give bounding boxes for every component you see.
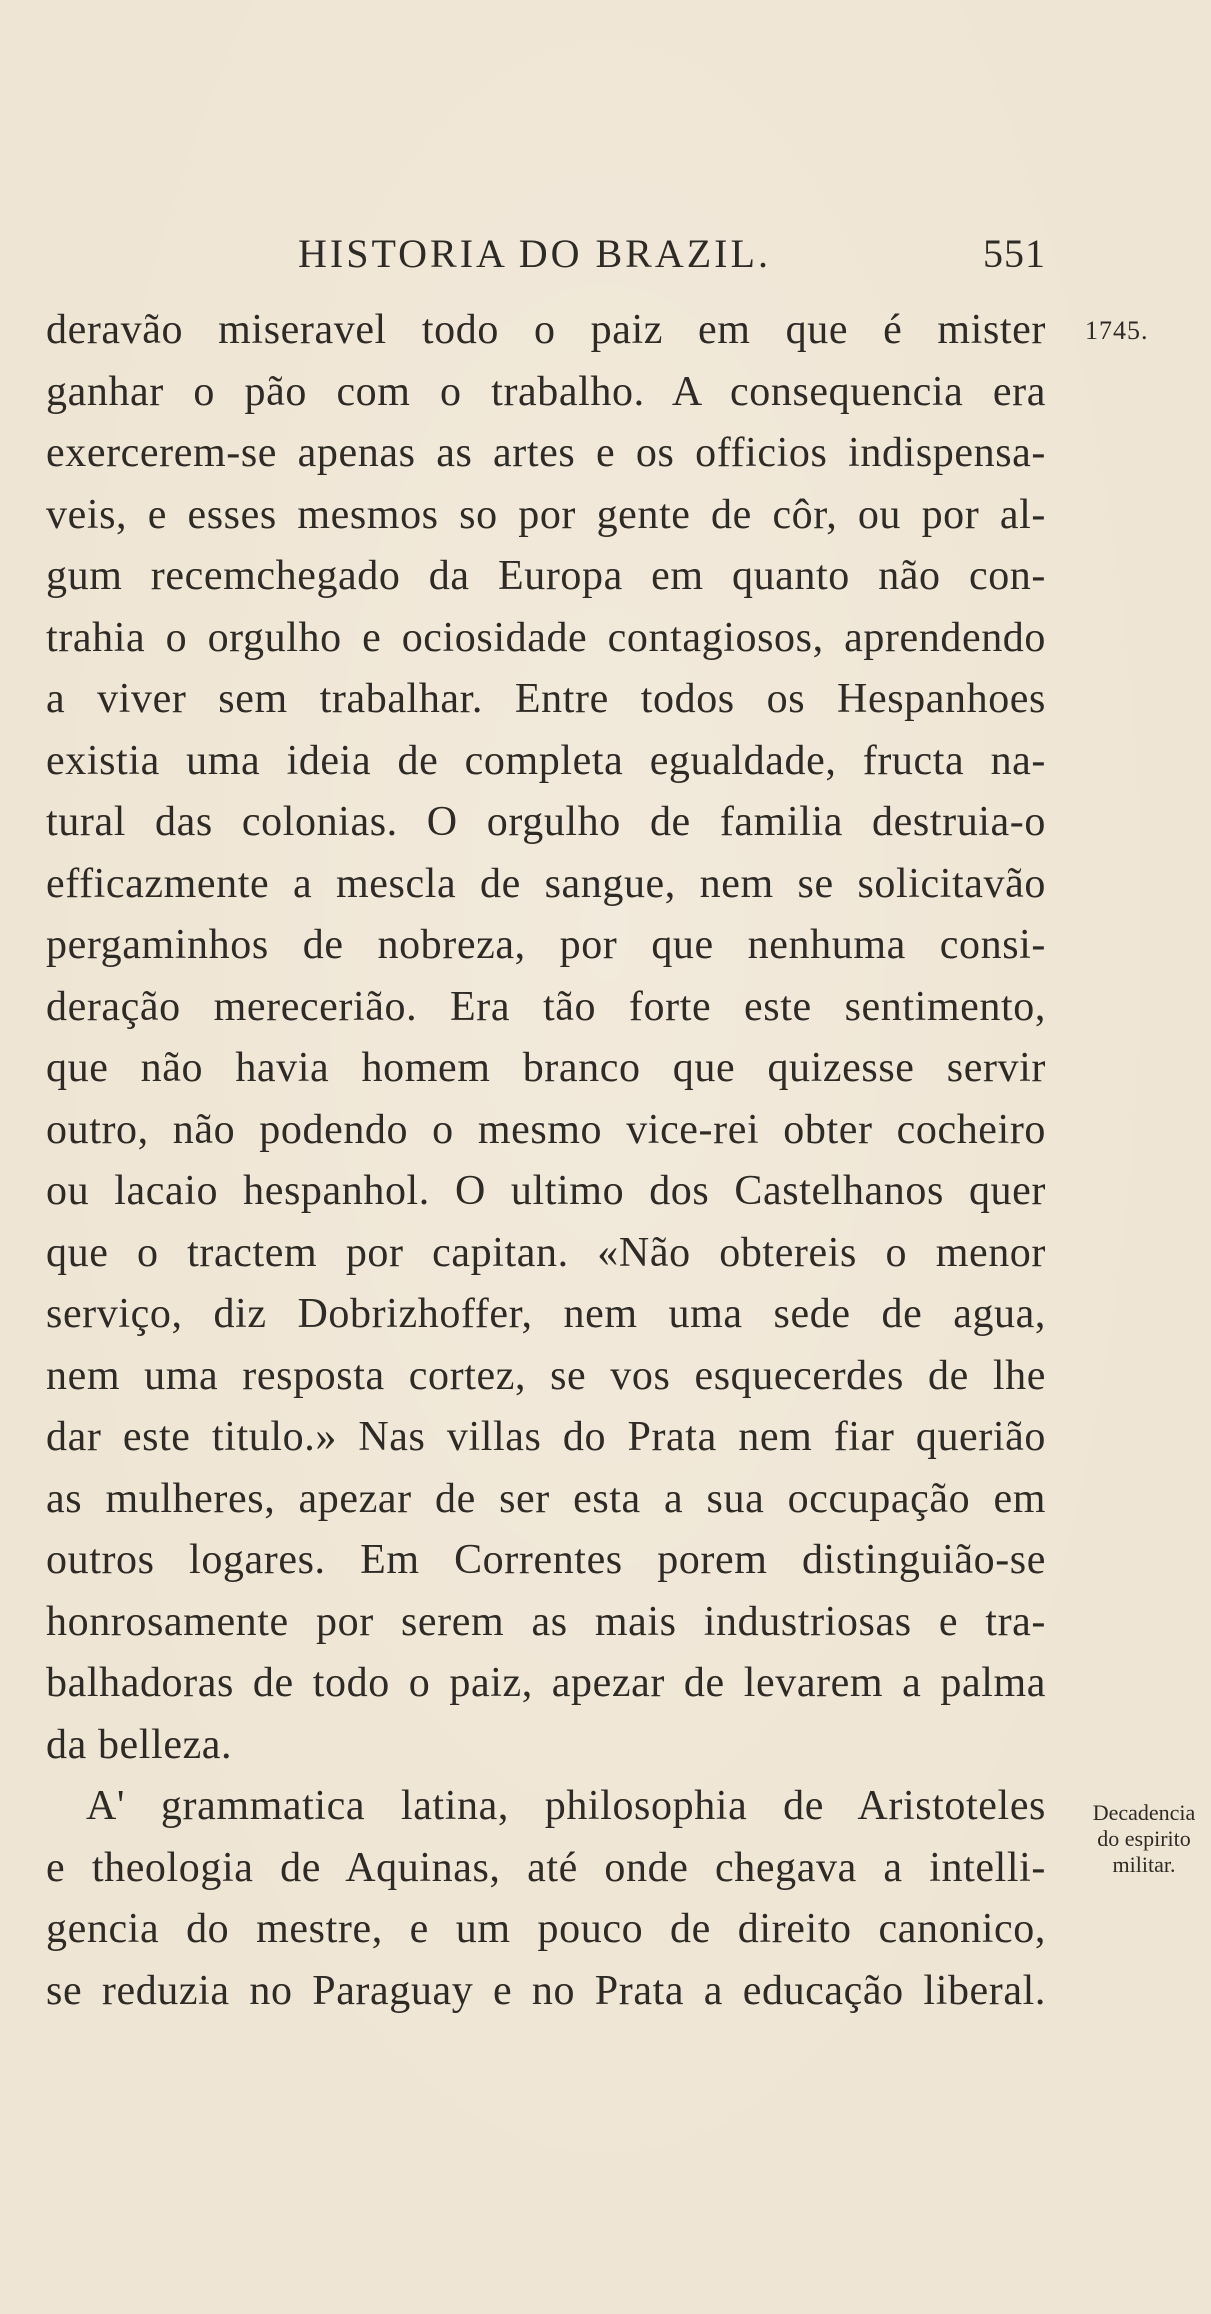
page-number: 551 [983, 231, 1046, 276]
text-line: outros logares. Em Correntes porem distinguião-se [46, 1537, 1046, 1583]
margin-note-line: Decadencia [1092, 1800, 1196, 1825]
text-line: e theologia de Aquinas, até onde chegava a intelli- [46, 1844, 1046, 1891]
running-title: HISTORIA DO BRAZIL. [298, 231, 771, 276]
text-line: se reduzia no Paraguay e no Prata a educação liberal. [46, 1967, 1046, 2014]
text-line: tural das colonias. O orgulho de familia destruia-o [46, 799, 1046, 845]
text-line: serviço, diz Dobrizhoffer, nem uma sede de agua, [46, 1291, 1046, 1337]
text-line: deravão miseravel todo o paiz em que é mister [46, 307, 1046, 353]
body-text [46, 300, 1046, 2022]
text-line: pergaminhos de nobreza, por que nenhuma consi- [46, 922, 1046, 968]
text-line: exercerem-se apenas as artes e os officios indispensa- [46, 430, 1046, 476]
text-line: deração merecerião. Era tão forte este sentimento, [46, 983, 1046, 1030]
margin-note-line: militar. [1112, 1852, 1176, 1877]
text-line: as mulheres, apezar de ser esta a sua occupação em [46, 1475, 1046, 1522]
text-line: balhadoras de todo o paiz, apezar de levarem a palma [46, 1660, 1046, 1706]
margin-note [1078, 1800, 1210, 1878]
text-line: ou lacaio hespanhol. O ultimo dos Castelhanos quer [46, 1168, 1046, 1214]
text-line: veis, e esses mesmos so por gente de côr, ou por al- [46, 491, 1046, 538]
text-line: nem uma resposta cortez, se vos esquecerdes de lhe [46, 1352, 1046, 1399]
text-line: trahia o orgulho e ociosidade contagiosos, aprendendo [46, 614, 1046, 661]
text-line: honrosamente por serem as mais industriosas e tra- [46, 1598, 1046, 1645]
text-line: existia uma ideia de completa egualdade, fructa na- [46, 737, 1046, 784]
margin-note-line: do espirito [1097, 1826, 1191, 1851]
text-line: dar este titulo.» Nas villas do Prata nem fiar querião [46, 1414, 1046, 1460]
text-line: A' grammatica latina, philosophia de Aristoteles [86, 1783, 1046, 1829]
text-line: efficazmente a mescla de sangue, nem se solicitavão [46, 860, 1046, 907]
text-line: gencia do mestre, e um pouco de direito canonico, [46, 1906, 1046, 1952]
running-header [298, 224, 1046, 284]
text-line: que o tractem por capitan. «Não obtereis o menor [46, 1229, 1046, 1276]
margin-year: 1745. [1085, 316, 1149, 345]
text-line: a viver sem trabalhar. Entre todos os Hespanhoes [46, 676, 1046, 722]
text-line: gum recemchegado da Europa em quanto não con- [46, 553, 1046, 599]
text-line: outro, não podendo o mesmo vice-rei obter cocheiro [46, 1106, 1046, 1153]
text-line: ganhar o pão com o trabalho. A consequencia era [46, 368, 1046, 415]
text-line: da belleza. [46, 1721, 233, 1768]
text-line: que não havia homem branco que quizesse servir [46, 1045, 1046, 1091]
